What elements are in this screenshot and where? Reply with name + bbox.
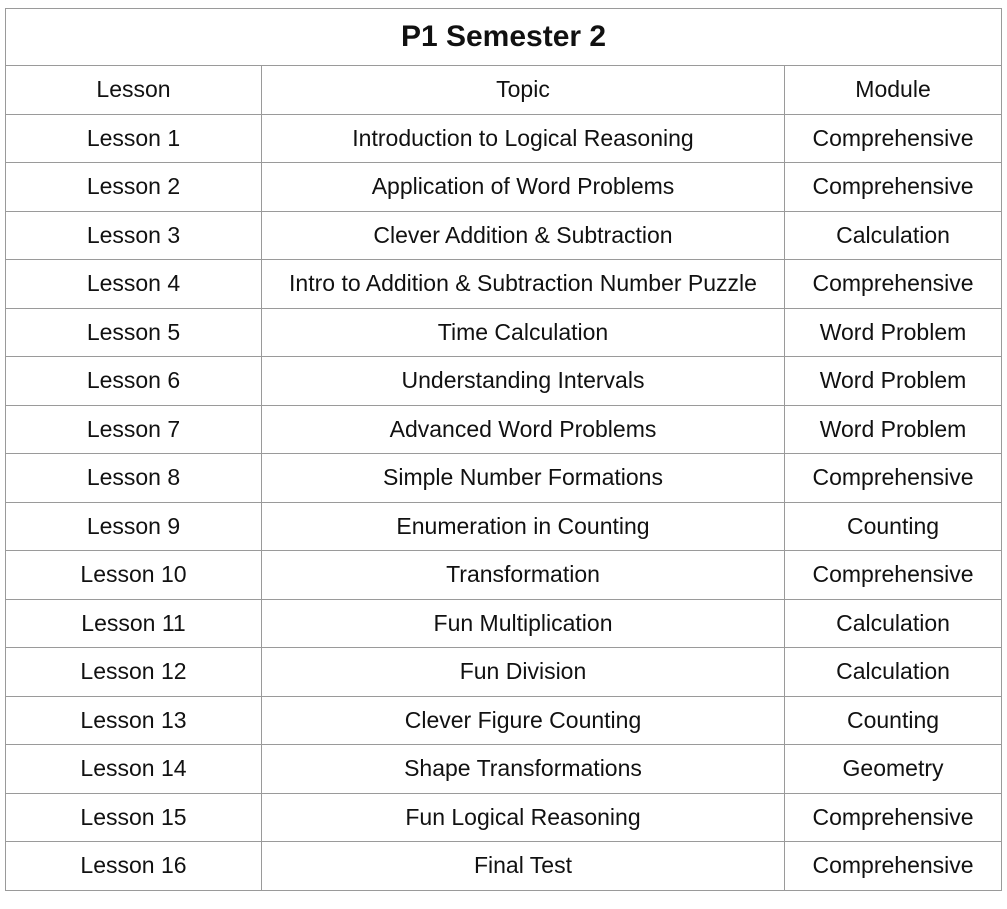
module-cell: Calculation [785, 599, 1002, 648]
header-row [6, 66, 1002, 115]
module-cell: Counting [785, 502, 1002, 551]
module-cell: Comprehensive [785, 163, 1002, 212]
header-topic: Topic [262, 66, 785, 115]
header-lesson: Lesson [6, 66, 262, 115]
table-row [6, 405, 1002, 454]
module-cell: Word Problem [785, 357, 1002, 406]
lesson-cell: Lesson 2 [6, 163, 262, 212]
lesson-cell: Lesson 14 [6, 745, 262, 794]
table-row [6, 502, 1002, 551]
topic-cell: Advanced Word Problems [262, 405, 785, 454]
schedule-sheet [5, 8, 1001, 891]
module-cell: Word Problem [785, 308, 1002, 357]
table-row [6, 260, 1002, 309]
topic-cell: Fun Division [262, 648, 785, 697]
table-row [6, 842, 1002, 891]
module-cell: Calculation [785, 211, 1002, 260]
table-row [6, 648, 1002, 697]
table-row [6, 454, 1002, 503]
header-module: Module [785, 66, 1002, 115]
table-row [6, 745, 1002, 794]
table-row [6, 793, 1002, 842]
module-cell: Comprehensive [785, 114, 1002, 163]
lesson-cell: Lesson 11 [6, 599, 262, 648]
table-row [6, 308, 1002, 357]
topic-cell: Final Test [262, 842, 785, 891]
table-row [6, 696, 1002, 745]
topic-cell: Fun Logical Reasoning [262, 793, 785, 842]
topic-cell: Time Calculation [262, 308, 785, 357]
topic-cell: Understanding Intervals [262, 357, 785, 406]
table-title: P1 Semester 2 [6, 9, 1002, 66]
topic-cell: Application of Word Problems [262, 163, 785, 212]
module-cell: Word Problem [785, 405, 1002, 454]
title-row [6, 9, 1002, 66]
module-cell: Geometry [785, 745, 1002, 794]
topic-cell: Transformation [262, 551, 785, 600]
lesson-cell: Lesson 9 [6, 502, 262, 551]
lesson-cell: Lesson 12 [6, 648, 262, 697]
topic-cell: Clever Addition & Subtraction [262, 211, 785, 260]
table-row [6, 599, 1002, 648]
module-cell: Counting [785, 696, 1002, 745]
topic-cell: Clever Figure Counting [262, 696, 785, 745]
topic-cell: Shape Transformations [262, 745, 785, 794]
topic-cell: Introduction to Logical Reasoning [262, 114, 785, 163]
topic-cell: Enumeration in Counting [262, 502, 785, 551]
lesson-cell: Lesson 7 [6, 405, 262, 454]
lesson-cell: Lesson 16 [6, 842, 262, 891]
lesson-cell: Lesson 13 [6, 696, 262, 745]
table-row [6, 357, 1002, 406]
lesson-cell: Lesson 4 [6, 260, 262, 309]
lesson-cell: Lesson 3 [6, 211, 262, 260]
lesson-cell: Lesson 5 [6, 308, 262, 357]
topic-cell: Fun Multiplication [262, 599, 785, 648]
table-row [6, 211, 1002, 260]
lesson-cell: Lesson 6 [6, 357, 262, 406]
module-cell: Comprehensive [785, 260, 1002, 309]
lesson-cell: Lesson 15 [6, 793, 262, 842]
lesson-cell: Lesson 10 [6, 551, 262, 600]
lesson-cell: Lesson 1 [6, 114, 262, 163]
module-cell: Comprehensive [785, 842, 1002, 891]
table-row [6, 551, 1002, 600]
topic-cell: Simple Number Formations [262, 454, 785, 503]
module-cell: Comprehensive [785, 454, 1002, 503]
table-row [6, 163, 1002, 212]
module-cell: Comprehensive [785, 793, 1002, 842]
topic-cell: Intro to Addition & Subtraction Number Puzzle [262, 260, 785, 309]
lesson-cell: Lesson 8 [6, 454, 262, 503]
schedule-table [5, 8, 1002, 891]
module-cell: Calculation [785, 648, 1002, 697]
module-cell: Comprehensive [785, 551, 1002, 600]
table-row [6, 114, 1002, 163]
